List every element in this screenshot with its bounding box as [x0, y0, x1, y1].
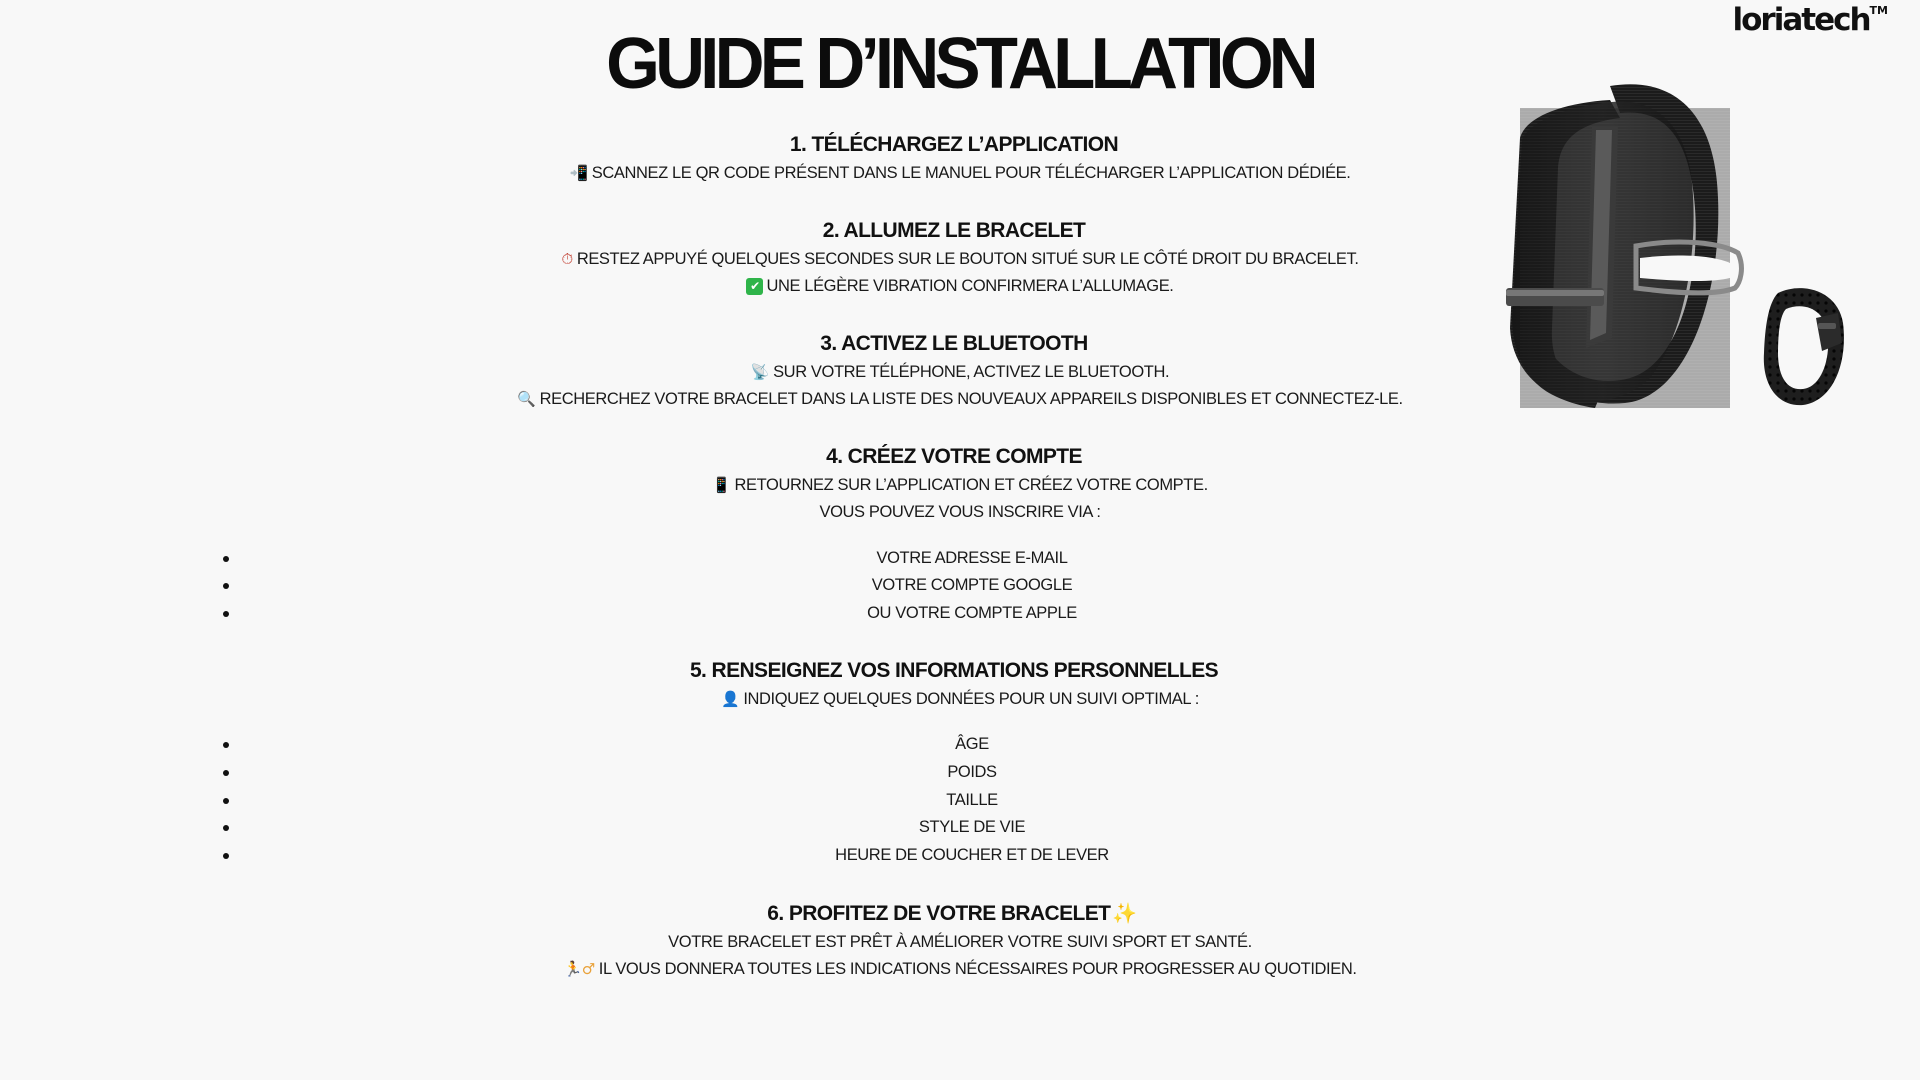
satellite-icon: 📡	[750, 362, 770, 381]
list-item	[0, 545, 1920, 573]
list-item-text: STYLE DE VIE	[918, 818, 1026, 837]
instruction-line	[0, 956, 1920, 984]
guide-content	[0, 130, 1920, 1012]
list-item-text: TAILLE	[946, 790, 998, 809]
checkmark-icon: ✔	[746, 278, 763, 295]
instruction-line	[0, 246, 1920, 274]
instruction-text: IL VOUS DONNERA TOUTES LES INDICATIONS NÉCESSAIRES POUR PROGRESSER AU QUOTIDIEN.	[598, 960, 1357, 979]
instruction-line	[0, 273, 1920, 301]
logo-trademark: TM	[1869, 4, 1888, 17]
mobile-phone-icon: 📱	[712, 475, 731, 494]
person-icon: 👤	[721, 689, 740, 708]
personal-data-list	[0, 731, 1920, 870]
list-item	[0, 787, 1920, 815]
page-title: GUIDE D’INSTALLATION	[606, 24, 1314, 104]
instruction-text: RETOURNEZ SUR L’APPLICATION ET CRÉEZ VOTRE COMPTE.	[734, 475, 1208, 494]
signup-options-list	[0, 545, 1920, 628]
bullet-icon	[223, 798, 229, 804]
instruction-line	[0, 386, 1920, 414]
bullet-icon	[223, 611, 229, 617]
list-item	[0, 814, 1920, 842]
instruction-text: VOUS POUVEZ VOUS INSCRIRE VIA :	[819, 503, 1101, 521]
stopwatch-icon: ⏱	[561, 249, 573, 268]
bullet-icon	[223, 825, 229, 831]
instruction-text: VOTRE BRACELET EST PRÊT À AMÉLIORER VOTRE SUIVI SPORT ET SANTÉ.	[668, 932, 1252, 951]
list-item	[0, 759, 1920, 787]
section-download-app	[0, 130, 1920, 188]
section-heading: 2. ALLUMEZ LE BRACELET	[822, 218, 1086, 242]
brand-logo	[1733, 2, 1889, 38]
section-heading-text: 6. PROFITEZ DE VOTRE BRACELET	[767, 901, 1111, 925]
list-item-text: VOTRE ADRESSE E-MAIL	[876, 548, 1068, 567]
bullet-icon	[223, 556, 229, 562]
logo-text: loriatech	[1732, 2, 1870, 38]
instruction-line	[0, 472, 1920, 500]
bullet-icon	[223, 770, 229, 776]
section-turn-on	[0, 216, 1920, 301]
magnifier-icon: 🔍	[517, 390, 536, 408]
list-item	[0, 572, 1920, 600]
instruction-line	[0, 160, 1920, 188]
instruction-text: INDIQUEZ QUELQUES DONNÉES POUR UN SUIVI OPTIMAL :	[743, 689, 1199, 708]
instruction-line	[0, 929, 1920, 957]
section-bluetooth	[0, 329, 1920, 414]
list-item-text: POIDS	[947, 762, 997, 781]
list-item-text: ÂGE	[955, 735, 989, 754]
instruction-text: SCANNEZ LE QR CODE PRÉSENT DANS LE MANUEL POUR TÉLÉCHARGER L’APPLICATION DÉDIÉE.	[591, 164, 1351, 182]
instruction-line	[0, 499, 1920, 527]
instruction-line	[0, 686, 1920, 714]
instruction-text: RECHERCHEZ VOTRE BRACELET DANS LA LISTE DES NOUVEAUX APPAREILS DISPONIBLES ET CONNECTEZ-LE.	[539, 390, 1403, 408]
phone-arrow-icon: 📲	[569, 164, 588, 182]
section-create-account	[0, 442, 1920, 628]
list-item-text: HEURE DE COUCHER ET DE LEVER	[835, 845, 1109, 864]
section-heading: 4. CRÉEZ VOTRE COMPTE	[826, 444, 1082, 468]
section-heading: 5. RENSEIGNEZ VOS INFORMATIONS PERSONNELLES	[689, 658, 1219, 682]
instruction-text: RESTEZ APPUYÉ QUELQUES SECONDES SUR LE BOUTON SITUÉ SUR LE CÔTÉ DROIT DU BRACELET.	[576, 249, 1359, 268]
bullet-icon	[223, 742, 229, 748]
runner-icon: 🏃♂	[563, 960, 595, 979]
list-item-text: OU VOTRE COMPTE APPLE	[867, 603, 1077, 622]
section-enjoy	[0, 898, 1920, 984]
section-heading: 1. TÉLÉCHARGEZ L’APPLICATION	[789, 133, 1119, 156]
section-heading	[0, 898, 1914, 929]
sparkles-icon: ✨	[1112, 900, 1137, 925]
list-item-text: VOTRE COMPTE GOOGLE	[871, 576, 1073, 595]
list-item	[0, 842, 1920, 870]
section-personal-info	[0, 656, 1920, 870]
bullet-icon	[223, 853, 229, 859]
instruction-text: UNE LÉGÈRE VIBRATION CONFIRMERA L’ALLUMAGE.	[766, 277, 1174, 295]
bullet-icon	[223, 583, 229, 589]
section-heading: 3. ACTIVEZ LE BLUETOOTH	[820, 331, 1088, 355]
list-item	[0, 731, 1920, 759]
list-item	[0, 600, 1920, 628]
instruction-text: SUR VOTRE TÉLÉPHONE, ACTIVEZ LE BLUETOOTH.	[773, 362, 1170, 381]
instruction-line	[0, 359, 1920, 387]
